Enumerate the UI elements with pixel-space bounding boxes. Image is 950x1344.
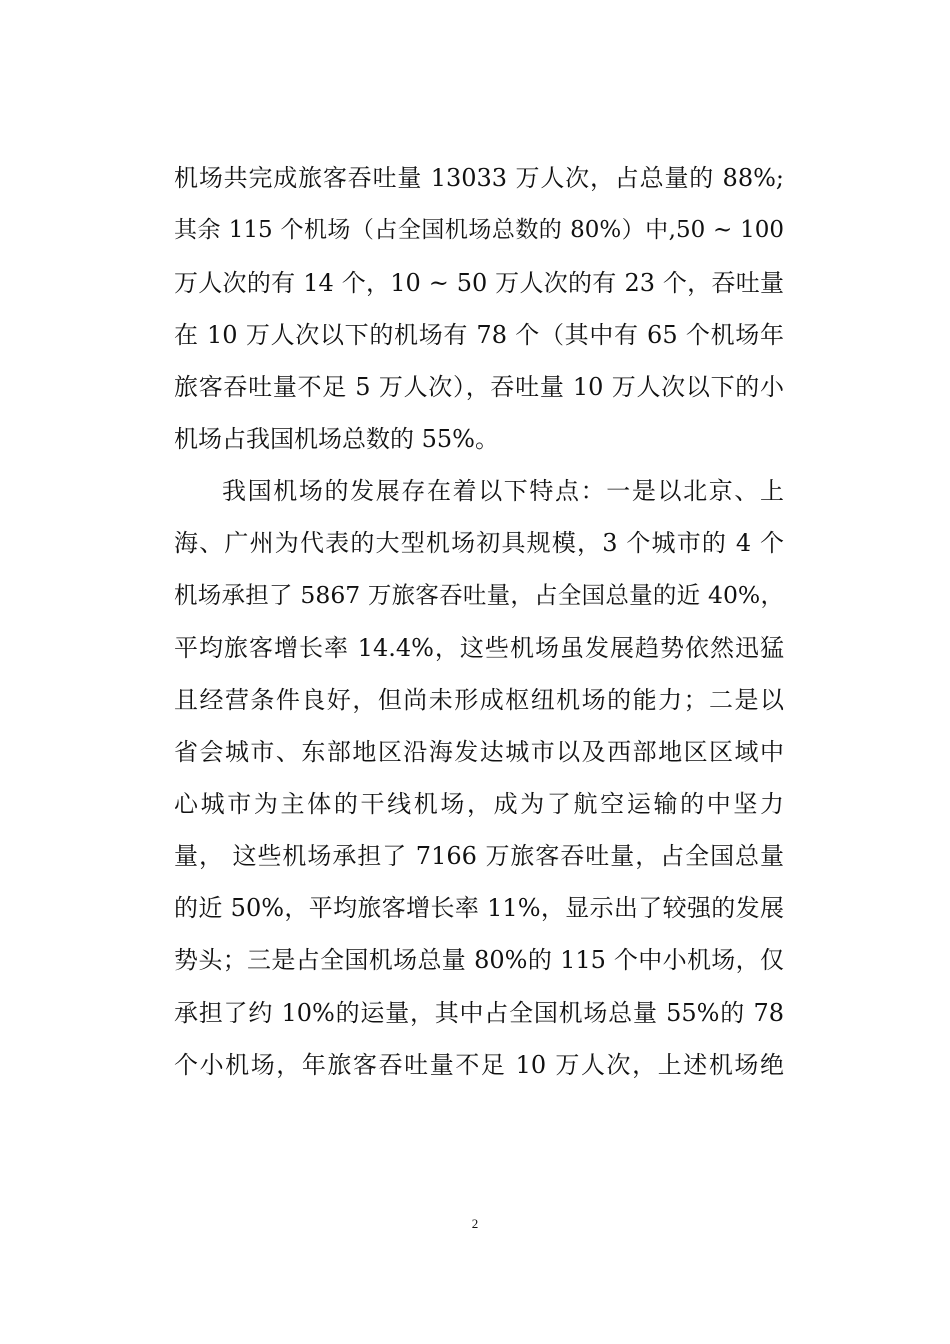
paragraph-2-line-5: 且经营条件良好，但尚未形成枢纽机场的能力；二是以 xyxy=(174,686,784,714)
paragraph-1-line-1: 机场共完成旅客吞吐量 13033 万人次，占总量的 88%; xyxy=(174,164,784,192)
paragraph-1-line-4: 在 10 万人次以下的机场有 78 个（其中有 65 个机场年 xyxy=(174,321,784,349)
paragraph-1-line-2: 其余 115 个机场（占全国机场总数的 80%）中,50 ~ 100 xyxy=(174,217,784,243)
paragraph-2-line-2: 海、广州为代表的大型机场初具规模，3 个城市的 4 个 xyxy=(174,529,784,557)
paragraph-2-line-12: 个小机场，年旅客吞吐量不足 10 万人次，上述机场绝 xyxy=(174,1051,784,1079)
paragraph-2-line-1: 我国机场的发展存在着以下特点：一是以北京、上 xyxy=(222,477,784,505)
paragraph-2-line-6: 省会城市、东部地区沿海发达城市以及西部地区区域中 xyxy=(174,738,784,766)
page-number: 2 xyxy=(471,1216,479,1231)
paragraph-1-line-6: 机场占我国机场总数的 55%。 xyxy=(174,425,499,453)
paragraph-2-line-9: 的近 50%，平均旅客增长率 11%，显示出了较强的发展 xyxy=(174,894,784,922)
paragraph-1-line-5: 旅客吞吐量不足 5 万人次），吞吐量 10 万人次以下的小 xyxy=(174,373,784,401)
paragraph-2-line-10: 势头；三是占全国机场总量 80%的 115 个中小机场，仅 xyxy=(174,946,784,974)
paragraph-2-line-4: 平均旅客增长率 14.4%，这些机场虽发展趋势依然迅猛 xyxy=(174,634,784,662)
paragraph-2-line-3: 机场承担了 5867 万旅客吞吐量，占全国总量的近 40%， xyxy=(174,581,784,609)
paragraph-2-line-7: 心城市为主体的干线机场，成为了航空运输的中坚力 xyxy=(174,790,784,818)
paragraph-2-line-11: 承担了约 10%的运量，其中占全国机场总量 55%的 78 xyxy=(174,999,784,1027)
paragraph-2-line-8: 量， 这些机场承担了 7166 万旅客吞吐量，占全国总量 xyxy=(174,842,784,870)
paragraph-1-line-3: 万人次的有 14 个，10 ~ 50 万人次的有 23 个，吞吐量 xyxy=(174,269,784,297)
